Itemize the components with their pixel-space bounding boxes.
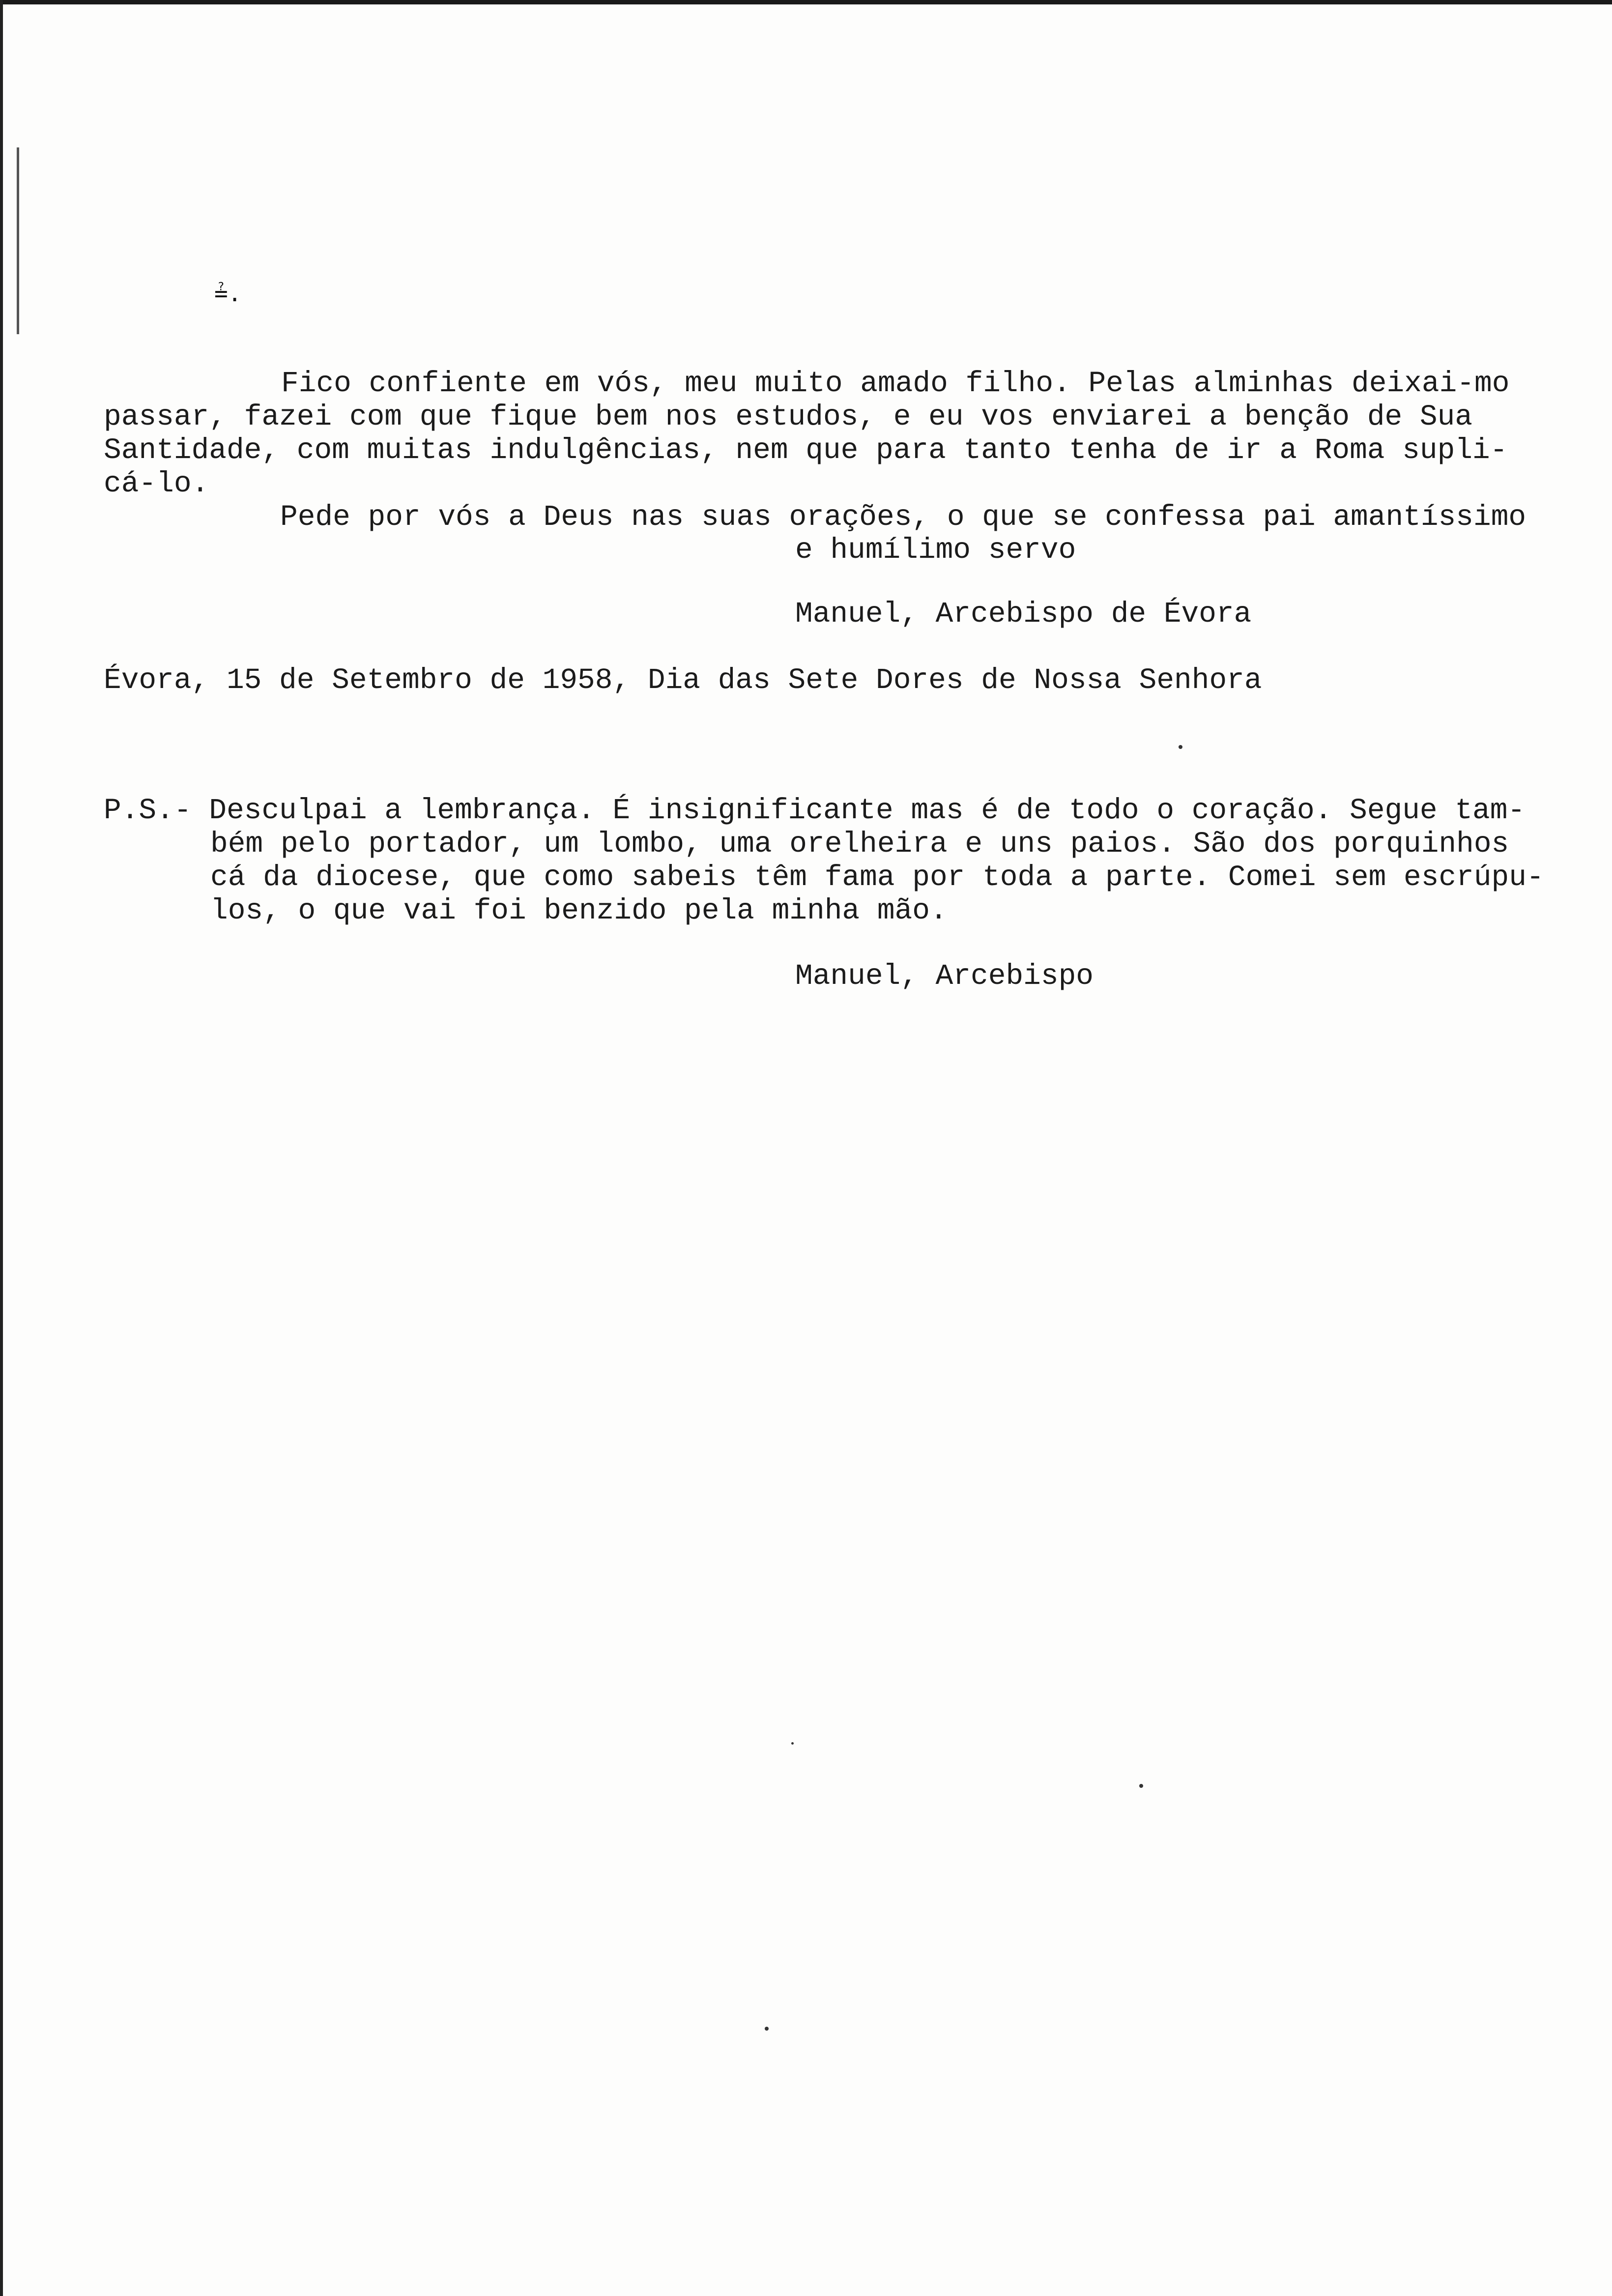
postscript-line2: bém pelo portador, um lombo, uma orelheira e uns paios. São dos porquinhos — [210, 827, 1509, 861]
postscript-line4: los, o que vai foi benzido pela minha mão. — [210, 894, 948, 927]
scan-edge-left — [0, 0, 3, 2296]
paragraph1-line3: Santidade, com muitas indulgências, nem que para tanto tenha de ir a Roma supli- — [104, 433, 1508, 467]
corner-mark: ≟. — [214, 280, 242, 307]
date-line: Évora, 15 de Setembro de 1958, Dia das Sete Dores de Nossa Senhora — [104, 663, 1262, 697]
paragraph1-line2: passar, fazei com que fique bem nos estudos, e eu vos enviarei a benção de Sua — [104, 400, 1473, 433]
paragraph1-line4: cá-lo. — [104, 467, 209, 500]
scan-speck — [1179, 745, 1182, 749]
scan-speck — [1139, 1784, 1143, 1788]
paragraph1-line1: Fico confiente em vós, meu muito amado filho. Pelas alminhas deixai-mo — [281, 367, 1510, 400]
scan-speck — [791, 1742, 794, 1745]
postscript-line3: cá da diocese, que como sabeis têm fama por toda a parte. Comei sem escrúpu- — [210, 861, 1544, 894]
scan-edge-shadow — [17, 147, 19, 334]
paragraph2-line1: Pede por vós a Deus nas suas orações, o que se confessa pai amantíssimo — [280, 500, 1526, 534]
scan-edge-top — [0, 0, 1612, 4]
ps-signature: Manuel, Arcebispo — [795, 959, 1094, 993]
signature: Manuel, Arcebispo de Évora — [795, 597, 1252, 631]
paragraph2-line2: e humílimo servo — [795, 533, 1076, 567]
scan-speck — [765, 2027, 769, 2031]
postscript-line1: P.S.- Desculpai a lembrança. É insignificante mas é de todo o coração. Segue tam- — [104, 794, 1526, 827]
